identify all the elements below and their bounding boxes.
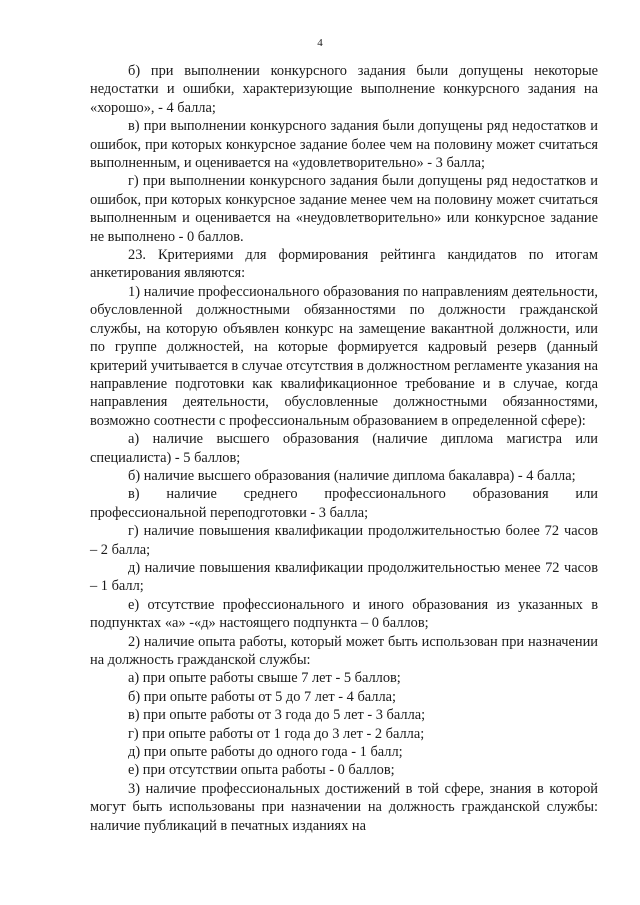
list-item-exp-b: б) при опыте работы от 5 до 7 лет - 4 балла; — [128, 688, 397, 705]
list-item-exp-g: г) при опыте работы от 1 года до 3 лет - 2 балла; — [128, 725, 425, 742]
list-item-exp-v: в) при опыте работы от 3 года до 5 лет - 3 балла; — [128, 707, 426, 724]
list-item-edu-e: е) отсутствие профессионального и иного образования из указанных в подпунктах «а» -«д» настоящего подпункта – 0 баллов; — [90, 596, 598, 632]
list-item-exp-e: е) при отсутствии опыта работы - 0 баллов; — [128, 762, 395, 779]
paragraph-v-satisfactory: в) при выполнении конкурсного задания были допущены ряд недостатков и ошибок, при которых конкурсное задание более чем на половину может считаться выполненным, и оценивается на «удовлетворительно» - 3 балла; — [90, 118, 598, 172]
paragraph-b-good: б) при выполнении конкурсного задания были допущены некоторые недостатки и ошибки, характеризующие выполнение конкурсного задания на «хорошо», - 4 балла; — [90, 63, 598, 116]
page-number: 4 — [317, 37, 323, 49]
list-item-edu-d: д) наличие повышения квалификации продолжительностью менее 72 часов – 1 балл; — [90, 559, 598, 595]
paragraph-2-experience: 2) наличие опыта работы, который может быть использован при назначении на должность гражданской службы: — [90, 633, 598, 668]
paragraph-g-unsatisfactory: г) при выполнении конкурсного задания были допущены ряд недостатков и ошибок, при которых конкурсное задание менее чем на половину может считаться выполненным и оценивается на «неудовлетворительно» или конкурсное задание не выполнено - 0 баллов. — [90, 173, 598, 245]
list-item-exp-a: а) при опыте работы свыше 7 лет - 5 баллов; — [128, 670, 401, 687]
list-item-edu-a: а) наличие высшего образования (наличие диплома магистра или специалиста) - 5 баллов; — [90, 431, 598, 466]
list-item-edu-v: в) наличие среднего профессионального образования или профессиональной переподготовки - 3 балла; — [90, 486, 598, 521]
list-item-edu-b: б) наличие высшего образования (наличие диплома бакалавра) - 4 балла; — [128, 467, 576, 484]
paragraph-23-criteria: 23. Критериями для формирования рейтинга кандидатов по итогам анкетирования являются: — [90, 247, 598, 282]
paragraph-3-achievements: 3) наличие профессиональных достижений в той сфере, знания в которой могут быть использованы при назначении на должность гражданской службы: наличие публикаций в печатных изданиях на — [90, 780, 598, 834]
paragraph-1-education: 1) наличие профессионального образования по направлениям деятельности, обусловленной должностными обязанностями по должности гражданской службы, на которую объявлен конкурс на замещение вакантной должности, или по группе должностей, на которые формируется кадровый резерв (данный критерий учитывается в случае отсутствия в должностном регламенте указания на направление подготовки как квалификационное требование и в случае, когда направления деятельности, обусловленные должностными обязанностями, возможно соотнести с профессиональным образованием в определенной сфере): — [90, 283, 598, 429]
list-item-edu-g: г) наличие повышения квалификации продолжительностью более 72 часов – 2 балла; — [90, 523, 598, 558]
document-body — [90, 62, 598, 835]
list-item-exp-d: д) при опыте работы до одного года - 1 балл; — [128, 744, 403, 761]
